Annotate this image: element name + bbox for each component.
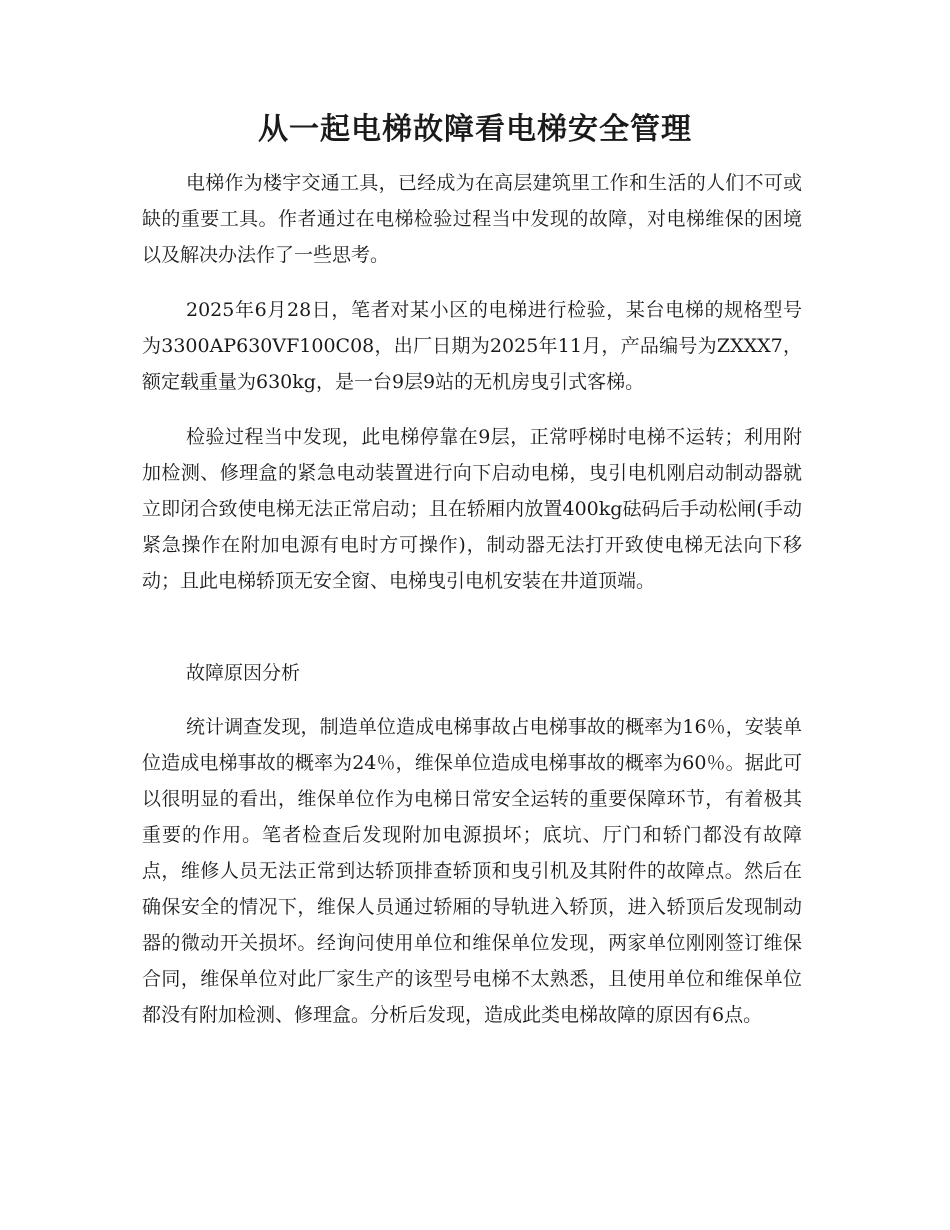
section-heading-fault-analysis: 故障原因分析	[186, 662, 301, 684]
paragraph-statistics: 统计调查发现，制造单位造成电梯事故占电梯事故的概率为16％，安装单位造成电梯事故的概率为24％，维保单位造成电梯事故的概率为60％。据此可以很明显的看出，维保单位作为电梯日常安全运转的重要保障环节，有着极其重要的作用。笔者检查后发现附加电源损坏；底坑、厅门和轿门都没有故障点，维修人员无法正常到达轿顶排查轿顶和曳引机及其附件的故障点。然后在确保安全的情况下，维保人员通过轿厢的导轨进入轿顶，进入轿顶后发现制动器的微动开关损坏。经询问使用单位和维保单位发现，两家单位刚刚签订维保合同，维保单位对此厂家生产的该型号电梯不太熟悉，且使用单位和维保单位都没有附加检测、修理盒。分析后发现，造成此类电梯故障的原因有6点。	[142, 716, 802, 1026]
paragraph-inspection-date: 2025年6月28日，笔者对某小区的电梯进行检验，某台电梯的规格型号为3300AP630VF100C08，出厂日期为2025年11月，产品编号为ZXXX7，额定载重量为630kg，是一台9层9站的无机房曳引式客梯。	[142, 299, 802, 393]
paragraph-fault-findings: 检验过程当中发现，此电梯停靠在9层，正常呼梯时电梯不运转；利用附加检测、修理盒的紧急电动装置进行向下启动电梯，曳引电机刚启动制动器就立即闭合致使电梯无法正常启动；且在轿厢内放置400kg砝码后手动松闸(手动紧急操作在附加电源有电时方可操作)，制动器无法打开致使电梯无法向下移动；且此电梯轿顶无安全窗、电梯曳引电机安装在井道顶端。	[142, 426, 802, 592]
paragraph-intro: 电梯作为楼宇交通工具，已经成为在高层建筑里工作和生活的人们不可或缺的重要工具。作者通过在电梯检验过程当中发现的故障，对电梯维保的困境以及解决办法作了一些思考。	[142, 172, 802, 266]
document-title: 从一起电梯故障看电梯安全管理	[258, 112, 692, 147]
